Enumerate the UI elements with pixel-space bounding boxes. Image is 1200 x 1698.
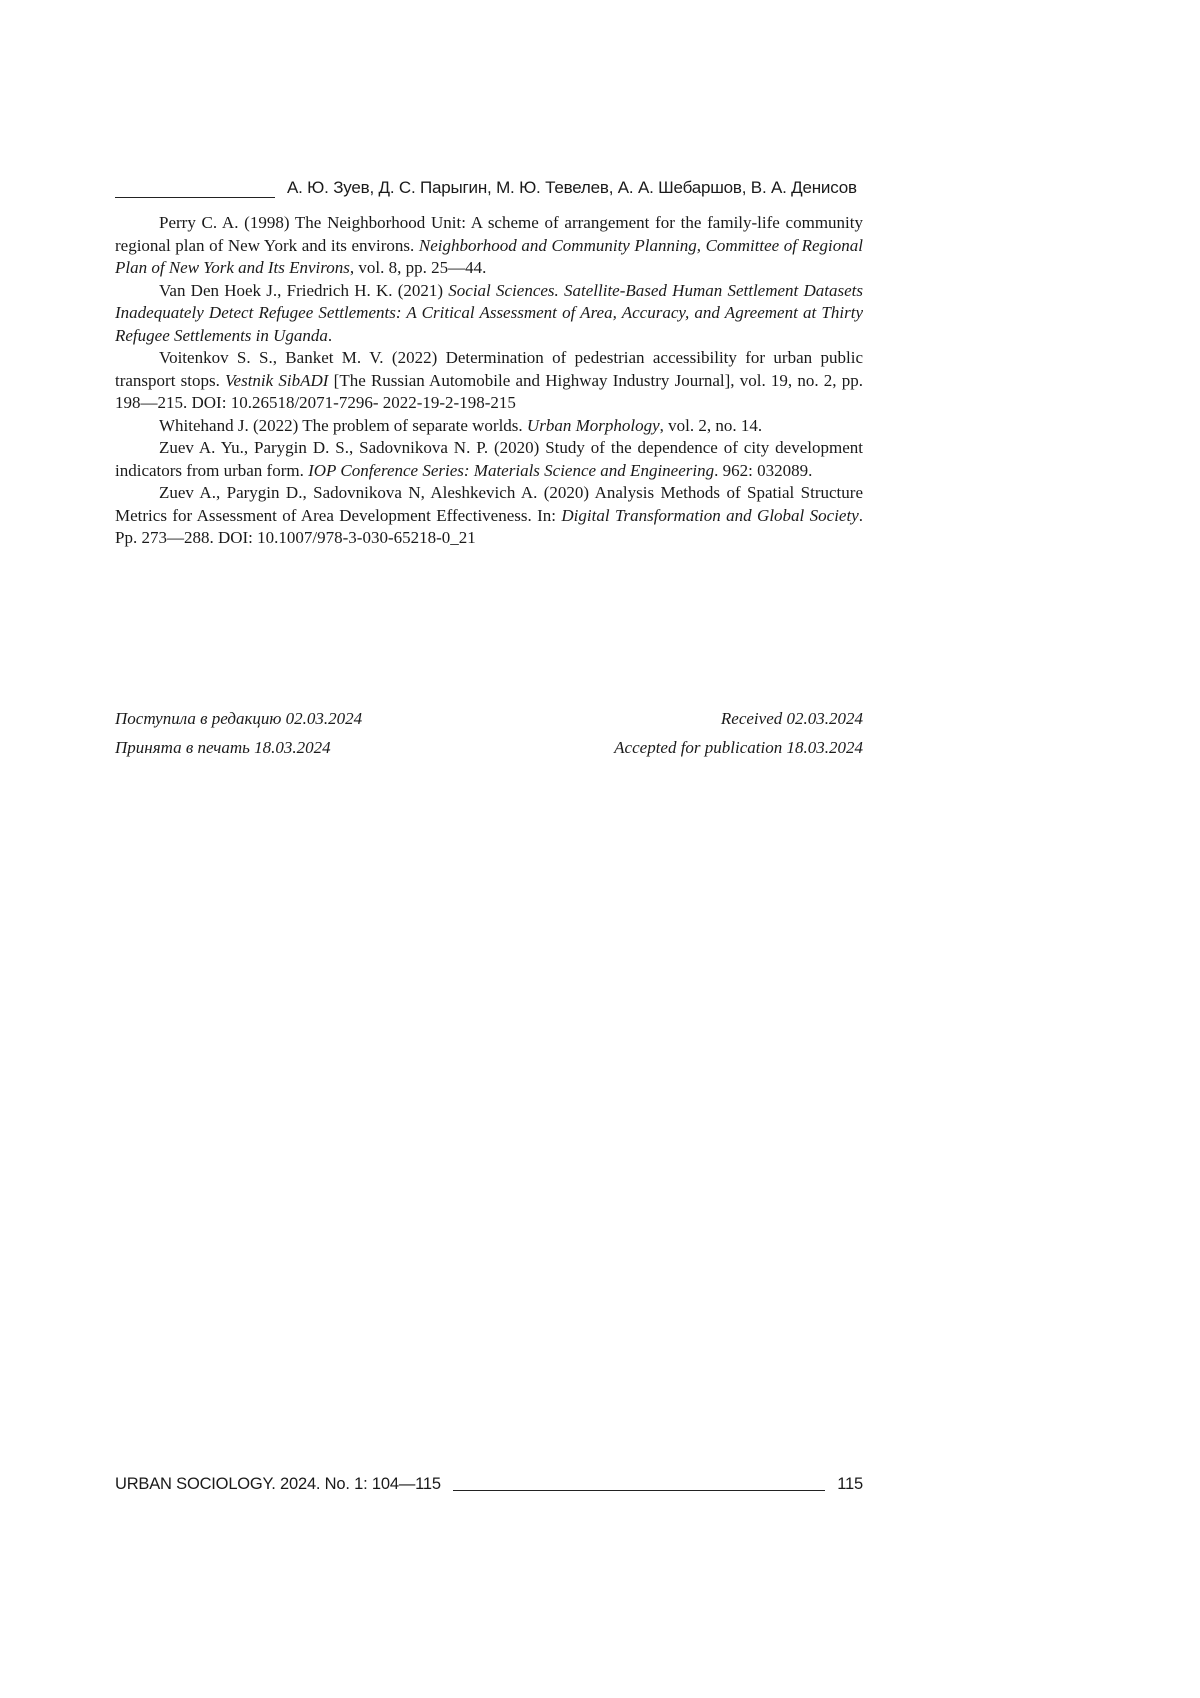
reference-details: , vol. 2, no. 14. xyxy=(659,415,763,435)
reference-text: Zuev A., Parygin D., Sadovnikova N, Aleshkevich A. (2020) Analysis Methods of Spatial Structure Metrics for Assessment of Area Development Effectiveness. In: xyxy=(115,483,863,525)
reference-source: Social Sciences. Satellite-Based Human Settlement Datasets Inadequately Detect Refugee Settlements: A Critical Assessment of Area, Accuracy, and Agreement at Thirty Refugee Settlements in Uganda xyxy=(115,280,863,345)
reference-source: Vestnik SibADI xyxy=(225,370,329,390)
reference-item xyxy=(115,212,863,280)
header-rule xyxy=(115,179,275,198)
reference-source: Neighborhood and Community Planning, Committee of Regional Plan of New York and Its Environs xyxy=(115,235,863,277)
accepted-row xyxy=(115,733,863,762)
footer-rule xyxy=(453,1474,825,1491)
page-number: 115 xyxy=(837,1475,863,1493)
running-footer xyxy=(115,1470,863,1494)
reference-item xyxy=(115,437,863,482)
reference-details: . 962: 032089. xyxy=(714,460,813,480)
reference-text: Voitenkov S. S., Banket M. V. (2022) Determination of pedestrian accessibility for urban public transport stops. xyxy=(115,348,863,390)
received-row xyxy=(115,704,863,733)
reference-item xyxy=(115,415,863,438)
reference-source: Digital Transformation and Global Society xyxy=(561,505,859,525)
reference-text: Whitehand J. (2022) The problem of separate worlds. xyxy=(159,415,527,435)
accepted-date-ru: Принята в печать 18.03.2024 xyxy=(115,738,331,757)
reference-text: Zuev A. Yu., Parygin D. S., Sadovnikova N. P. (2020) Study of the dependence of city development indicators from urban form. xyxy=(115,438,863,480)
reference-details: . Pp. 273—288. DOI: 10.1007/978-3-030-65218-0_21 xyxy=(115,505,863,547)
accepted-date-en: Accepted for publication 18.03.2024 xyxy=(614,738,863,757)
reference-source: Urban Morphology xyxy=(526,415,660,435)
references-list xyxy=(115,212,863,550)
received-date-ru: Поступила в редакцию 02.03.2024 xyxy=(115,709,363,728)
reference-details: , vol. 8, pp. 25—44. xyxy=(349,258,487,277)
footer-journal: URBAN SOCIOLOGY. 2024. No. 1: 104—115 xyxy=(115,1475,441,1493)
running-header xyxy=(115,172,863,198)
reference-item xyxy=(115,280,863,348)
reference-item xyxy=(115,482,863,550)
received-date-en: Received 02.03.2024 xyxy=(720,709,863,728)
reference-item xyxy=(115,347,863,415)
reference-source: IOP Conference Series: Materials Science and Engineering xyxy=(308,460,715,480)
submission-dates xyxy=(115,704,863,762)
header-authors: А. Ю. Зуев, Д. С. Парыгин, М. Ю. Тевелев, А. А. Шебаршов, В. А. Денисов xyxy=(287,178,857,197)
reference-details: . xyxy=(327,325,333,345)
reference-text: Perry C. A. (1998) The Neighborhood Unit: A scheme of arrangement for the family-life community regional plan of New York and its environs. xyxy=(115,213,863,255)
reference-details: [The Russian Automobile and Highway Industry Journal], vol. 19, no. 2, pp. 198—215. DOI: 10.26518/2071-7296- 2022-19-2-198-215 xyxy=(115,370,864,412)
reference-text: Van Den Hoek J., Friedrich H. K. (2021) xyxy=(159,280,449,300)
